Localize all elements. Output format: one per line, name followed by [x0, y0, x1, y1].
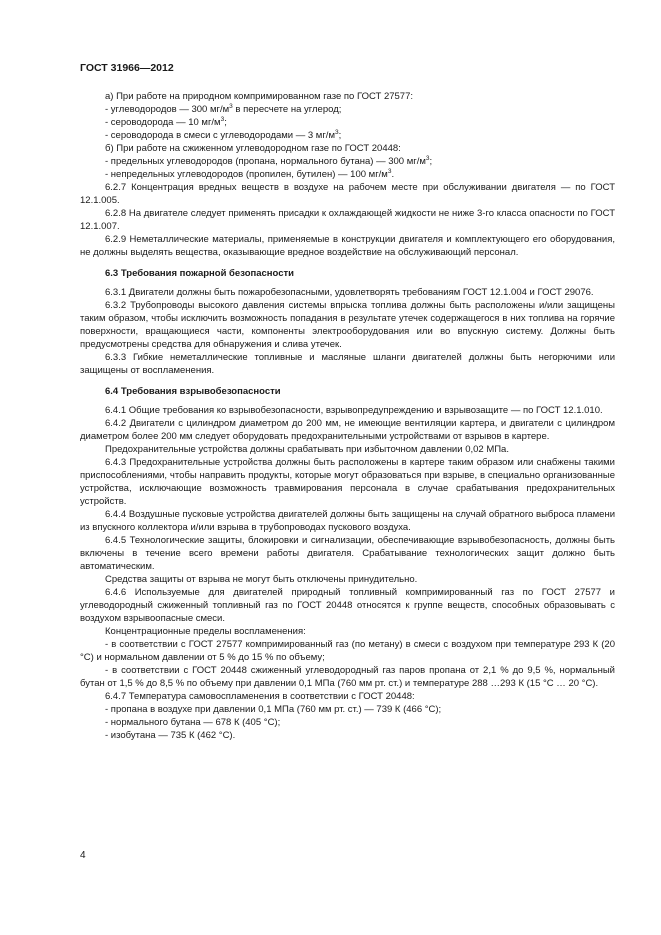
paragraph-6-4-5: 6.4.5 Технологические защиты, блокировки и сигнализации, обеспечивающие взрывобезопасность, должны быть включены в течение всего времени работы двигателя. Срабатывание технологических защит должно быть автоматическим. [80, 535, 615, 572]
paragraph-a-title: а) При работе на природном компримированном газе по ГОСТ 27577: [105, 91, 414, 102]
list-item: - сероводорода — 10 $мг/м^3$; [105, 115, 227, 128]
page-number: 4 [80, 850, 86, 861]
paragraph-6-4-5-note: Средства защиты от взрыва не могут быть отключены принудительно. [105, 574, 418, 585]
section-heading-6-3: 6.3 Требования пожарной безопасности [105, 268, 294, 279]
list-item: - непредельных углеводородов (пропилен, бутилен) — 100 $мг/м^3$. [105, 167, 395, 180]
paragraph-b-title: б) При работе на сжиженном углеводородном газе по ГОСТ 20448: [105, 143, 401, 154]
list-item: - сероводорода в смеси с углеводородами — 3 $мг/м^3$; [105, 128, 342, 141]
paragraph-6-4-1: 6.4.1 Общие требования ко взрывобезопасности, взрывопредупреждению и взрывозащите — по ГОСТ 12.1.010. [105, 405, 603, 416]
paragraph-6-3-2: 6.3.2 Трубопроводы высокого давления системы впрыска топлива должны быть расположены и/или защищены таким образом, чтобы исключить возможность попадания в результате утечек содержащегося в них топлива на горячие поверхности, вращающиеся части, компоненты электрооборудования или во впускную систему. Должны быть предусмотрены средства для обнаружения и слива утечек. [80, 300, 615, 350]
list-item: - в соответствии с ГОСТ 27577 компримированный газ (по метану) в смеси с воздухом при температуре 293 К (20 °С) и нормальном давлении от 5 % до 15 % по объему; [80, 639, 615, 663]
paragraph-6-2-8: 6.2.8 На двигателе следует применять присадки к охлаждающей жидкости не ниже 3-го класса опасности по ГОСТ 12.1.007. [80, 208, 615, 232]
paragraph-6-4-3: 6.4.3 Предохранительные устройства должны быть расположены в картере таким образом или снабжены такими приспособлениями, чтобы направить продукты, которые могут образоваться при взрыве, в специально организованные устройства, исключающие возможность травмирования персонала в случае срабатывания предохранительных устройств. [80, 457, 615, 507]
list-item: - пропана в воздухе при давлении 0,1 МПа (760 мм рт. ст.) — 739 К (466 °С); [105, 704, 442, 715]
paragraph-6-2-7: 6.2.7 Концентрация вредных веществ в воздухе на рабочем месте при обслуживании двигателя — по ГОСТ 12.1.005. [80, 182, 615, 206]
paragraph-6-4-6-limits: Концентрационные пределы воспламенения: [105, 626, 306, 637]
paragraph-6-4-6: 6.4.6 Используемые для двигателей природный топливный компримированный газ по ГОСТ 27577 и углеводородный сжиженный топливный газ по ГОСТ 20448 относятся к группе веществ, способных образовывать с воздухом взрывоопасные смеси. [80, 587, 615, 624]
section-heading-6-4: 6.4 Требования взрывобезопасности [105, 386, 281, 397]
paragraph-6-4-4: 6.4.4 Воздушные пусковые устройства двигателей должны быть защищены на случай обратного выброса пламени из впускного коллектора и/или взрыва в трубопроводах пускового воздуха. [80, 509, 615, 533]
list-item: - углеводородов — 300 $мг/м^3$ в пересчете на углерод; [105, 102, 342, 115]
paragraph-6-4-7: 6.4.7 Температура самовоспламенения в соответствии с ГОСТ 20448: [105, 691, 415, 702]
list-item: - нормального бутана — 678 К (405 °С); [105, 717, 281, 728]
list-item: - изобутана — 735 К (462 °С). [105, 730, 236, 741]
document-header: ГОСТ 31966—2012 [80, 62, 174, 74]
list-item: - предельных углеводородов (пропана, нормального бутана) — 300 $мг/м^3$; [105, 154, 433, 167]
paragraph-6-4-2: 6.4.2 Двигатели с цилиндром диаметром до 200 мм, не имеющие вентиляции картера, и двигатели с цилиндром диаметром более 200 мм следует оборудовать предохранительными устройствами от взрывов в картере. [80, 418, 615, 442]
list-item: - в соответствии с ГОСТ 20448 сжиженный углеводородный газ паров пропана от 2,1 % до 9,5 %, нормальный бутан от 1,5 % до 8,5 % по объему при давлении 0,1 МПа (760 мм рт. ст.) и температуре 288 …293 К (15 °С … 20 °С). [80, 665, 615, 689]
paragraph-6-2-9: 6.2.9 Неметаллические материалы, применяемые в конструкции двигателя и комплектующего его оборудования, не должны выделять вещества, оказывающие вредное воздействие на обслуживающий персонал. [80, 234, 615, 258]
paragraph-6-4-2-pressure: Предохранительные устройства должны срабатывать при избыточном давлении 0,02 МПа. [105, 444, 509, 455]
paragraph-6-3-1: 6.3.1 Двигатели должны быть пожаробезопасными, удовлетворять требованиям ГОСТ 12.1.004 и ГОСТ 29076. [105, 287, 594, 298]
document-body [80, 90, 615, 742]
paragraph-6-3-3: 6.3.3 Гибкие неметаллические топливные и масляные шланги двигателей должны быть негорючими или защищены от воспламенения. [80, 352, 615, 376]
